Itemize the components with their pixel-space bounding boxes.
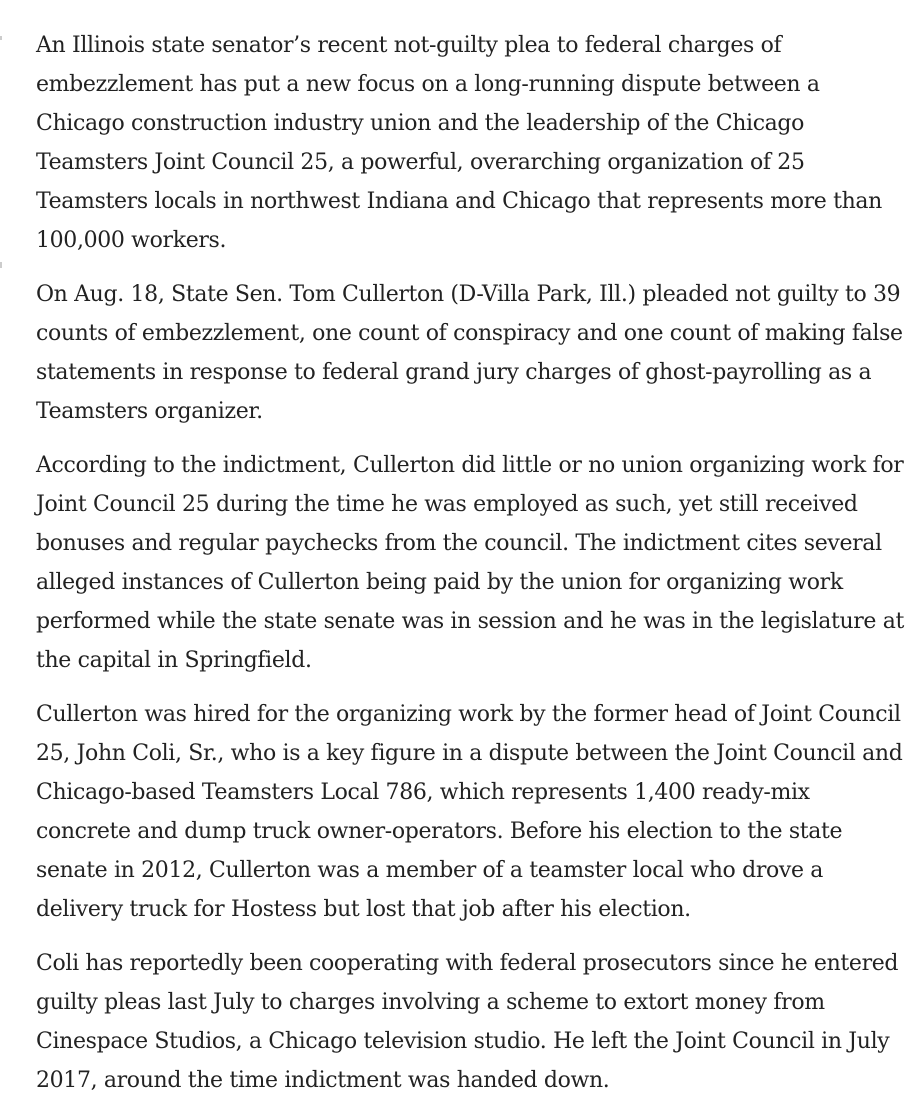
page-edge-mark-mid <box>0 262 2 268</box>
page-edge-mark-top <box>0 36 2 40</box>
article-paragraph-3: According to the indictment, Cullerton did little or no union organizing work for Joint Council 25 during the time he was employed as such, yet still received bonuses and regular paychecks from the council. The indictment cites several alleged instances of Cullerton being paid by the union for organizing work performed while the state senate was in session and he was in the legislature at the capital in Springfield. <box>36 453 905 673</box>
article-paragraph-1: An Illinois state senator’s recent not-guilty plea to federal charges of embezzlement has put a new focus on a long-running dispute between a Chicago construction industry union and the leadership of the Chicago Teamsters Joint Council 25, a powerful, overarching organization of 25 Teamsters locals in northwest Indiana and Chicago that represents more than 100,000 workers. <box>36 33 882 253</box>
article-paragraph-4: Cullerton was hired for the organizing work by the former head of Joint Council 25, John Coli, Sr., who is a key figure in a dispute between the Joint Council and Chicago-based Teamsters Local 786, which represents 1,400 ready-mix concrete and dump truck owner-operators. Before his election to the state senate in 2012, Cullerton was a member of a teamster local who drove a delivery truck for Hostess but lost that job after his election. <box>36 702 903 922</box>
article-body <box>36 26 906 1115</box>
article-paragraph-5: Coli has reportedly been cooperating with federal prosecutors since he entered guilty pleas last July to charges involving a scheme to extort money from Cinespace Studios, a Chicago television studio. He left the Joint Council in July 2017, around the time indictment was handed down. <box>36 951 899 1093</box>
article-paragraph-2: On Aug. 18, State Sen. Tom Cullerton (D-Villa Park, Ill.) pleaded not guilty to 39 counts of embezzlement, one count of conspiracy and one count of making false statements in response to federal grand jury charges of ghost-payrolling as a Teamsters organizer. <box>36 282 903 424</box>
